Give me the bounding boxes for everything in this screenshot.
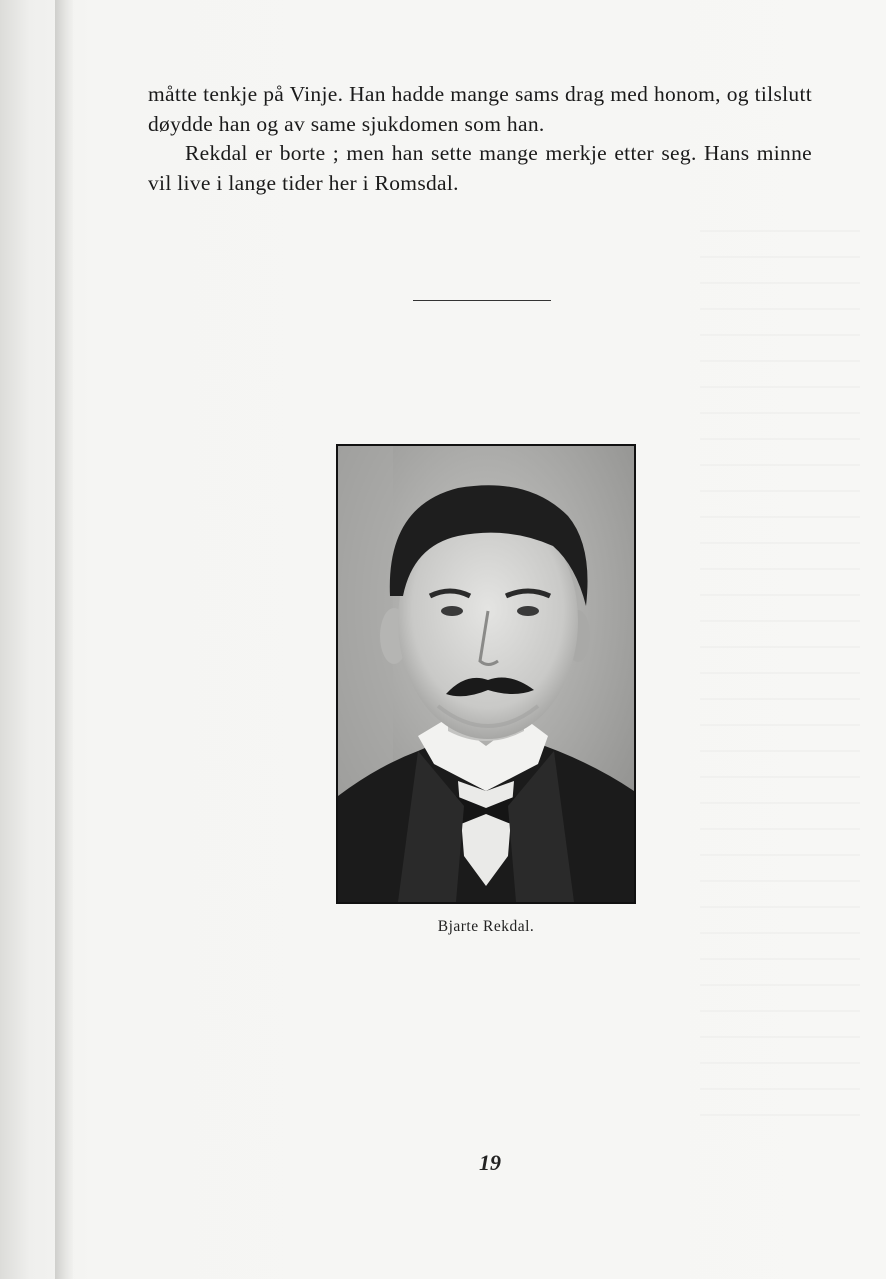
page-number: 19 <box>479 1150 501 1175</box>
paragraph-2: Rekdal er borte ; men han sette mange merkje etter seg. Hans minne vil live i lange tider her i Romsdal. <box>148 141 812 195</box>
portrait-photo <box>336 444 636 904</box>
portrait-illustration <box>338 446 634 902</box>
book-spine-shadow <box>55 0 73 1279</box>
body-text <box>148 80 812 198</box>
photo-caption: Bjarte Rekdal. <box>437 918 535 935</box>
paragraph-1: måtte tenkje på Vinje. Han hadde mange sams drag med honom, og tilslutt døydde han og av same sjukdomen som han. <box>148 82 812 136</box>
bleed-through-text <box>700 230 860 1130</box>
section-divider <box>413 300 551 301</box>
